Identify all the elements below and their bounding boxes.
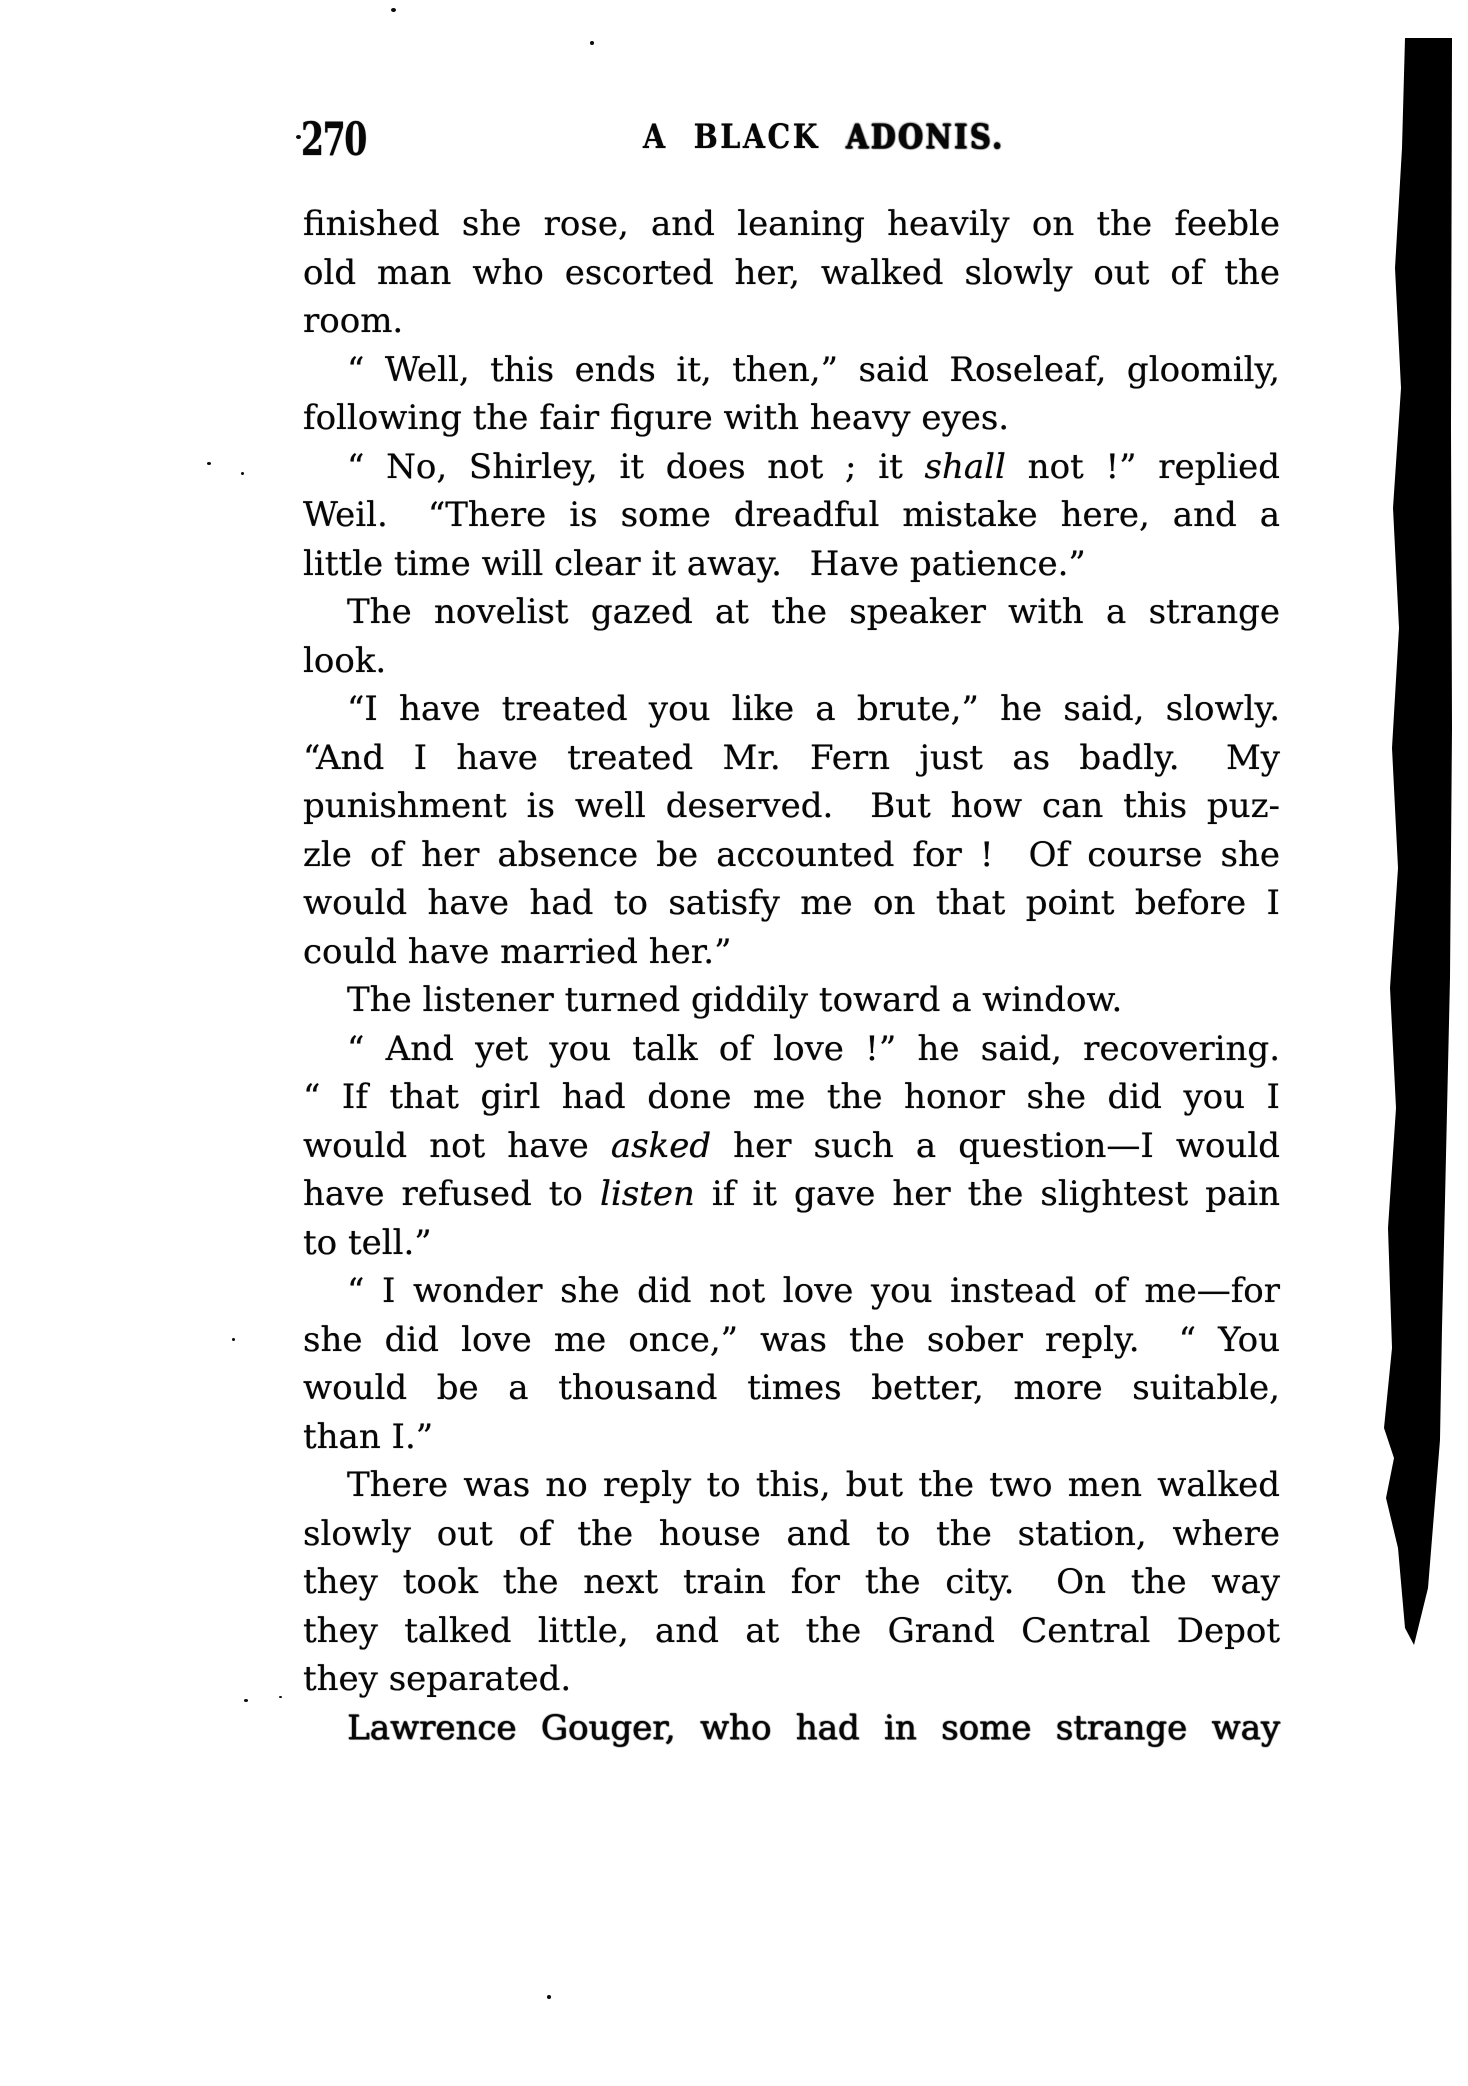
- text-line: [303, 1073, 1280, 1122]
- text-line: [303, 831, 1280, 880]
- text-run: slowly out of the house and to the station, where: [303, 1513, 1280, 1554]
- ink-speck: [207, 462, 211, 465]
- text-line: [303, 782, 1280, 831]
- text-line: [303, 1267, 1280, 1316]
- running-title-right: ADONIS.: [846, 117, 1005, 157]
- text-run: could have married her.”: [303, 931, 732, 972]
- text-run: finished she rose, and leaning heavily on the feeble: [303, 204, 1280, 244]
- text-run: they took the next train for the city. On the way: [303, 1562, 1280, 1602]
- text-run: they separated.: [303, 1659, 572, 1699]
- ink-speck: [232, 1338, 235, 1341]
- text-run: if it gave her the slightest pain: [694, 1174, 1280, 1214]
- scan-artifact-bar: [1378, 28, 1458, 1653]
- text-run: punishment is well deserved. But how can this puz-: [303, 786, 1280, 826]
- text-run: shall: [924, 446, 1006, 487]
- text-run: listen: [599, 1174, 695, 1214]
- text-line: [303, 637, 1280, 686]
- page-number: 270: [301, 112, 366, 166]
- text-line: [303, 928, 1280, 977]
- text-run: zle of her absence be accounted for ! Of course she: [303, 834, 1280, 875]
- text-line: [303, 1510, 1280, 1559]
- text-run: not !” replied: [1005, 446, 1281, 487]
- text-run: she did love me once,” was the sober reply. “ You: [303, 1319, 1280, 1360]
- text-line: [303, 1413, 1280, 1462]
- text-run: have refused to: [303, 1174, 600, 1214]
- text-run: There was no reply to this, but the two men walked: [347, 1465, 1280, 1505]
- ink-speck: [296, 135, 301, 139]
- text-run: “ Well, this ends it, then,” said Roseleaf, gloomily,: [347, 349, 1280, 390]
- text-run: The listener turned giddily toward a window.: [347, 980, 1123, 1020]
- ink-speck: [241, 472, 244, 475]
- text-line: [303, 1558, 1280, 1607]
- ink-speck: [547, 1995, 551, 1999]
- text-run: Weil. “There is some dreadful mistake here, and a: [303, 495, 1280, 535]
- text-line: [303, 1025, 1280, 1074]
- text-line: [303, 491, 1280, 540]
- text-run: than I.”: [303, 1416, 434, 1457]
- ink-speck: [279, 1696, 282, 1698]
- text-line: [303, 1704, 1280, 1753]
- text-run: little time will clear it away. Have patience.”: [303, 543, 1086, 584]
- text-line: [303, 297, 1280, 346]
- text-run: they talked little, and at the Grand Central Depot: [303, 1610, 1280, 1651]
- ink-speck: [391, 8, 396, 12]
- text-run: would be a thousand times better, more suitable,: [303, 1368, 1280, 1408]
- text-run: to tell.”: [303, 1222, 432, 1263]
- text-run: would have had to satisfy me on that point before I: [303, 883, 1280, 923]
- text-line: [303, 685, 1280, 734]
- text-run: “And I have treated Mr. Fern just as badly. My: [303, 737, 1280, 778]
- text-line: [303, 346, 1280, 395]
- text-line: [303, 734, 1280, 783]
- text-line: [303, 1316, 1280, 1365]
- running-title-left: A BLACK: [643, 117, 821, 157]
- text-line: [303, 394, 1280, 443]
- text-run: her such a question—I would: [711, 1125, 1280, 1166]
- text-run: asked: [610, 1125, 712, 1166]
- text-run: would not have: [303, 1125, 611, 1166]
- text-line: [303, 540, 1280, 589]
- text-run: “ I wonder she did not love you instead of me—for: [347, 1271, 1280, 1311]
- text-line: [303, 443, 1280, 492]
- text-run: “ No, Shirley, it does not ; it: [347, 446, 925, 487]
- text-line: [303, 976, 1280, 1025]
- text-run: “I have treated you like a brute,” he said, slowly.: [347, 689, 1280, 729]
- running-title: [643, 117, 1005, 157]
- text-line: [303, 1461, 1280, 1510]
- text-line: [303, 879, 1280, 928]
- text-line: [303, 1122, 1280, 1171]
- text-line: [303, 1170, 1280, 1219]
- text-run: “ If that girl had done me the honor she did you I: [303, 1077, 1280, 1117]
- text-run: Lawrence Gouger, who had in some strange way: [347, 1707, 1280, 1748]
- text-line: [303, 1219, 1280, 1268]
- text-line: [303, 1655, 1280, 1704]
- text-run: look.: [303, 640, 387, 681]
- text-run: room.: [303, 301, 404, 341]
- text-run: old man who escorted her, walked slowly out of the: [303, 252, 1280, 293]
- text-line: [303, 1364, 1280, 1413]
- ink-speck: [590, 41, 594, 45]
- text-line: [303, 249, 1280, 298]
- text-run: “ And yet you talk of love !” he said, recovering.: [347, 1028, 1280, 1069]
- text-run: The novelist gazed at the speaker with a strange: [347, 592, 1280, 632]
- body-text: [303, 200, 1280, 1752]
- text-line: [303, 588, 1280, 637]
- text-line: [303, 1607, 1280, 1656]
- text-line: [303, 200, 1280, 249]
- text-run: following the fair figure with heavy eyes.: [303, 398, 1010, 438]
- ink-speck: [244, 1699, 248, 1702]
